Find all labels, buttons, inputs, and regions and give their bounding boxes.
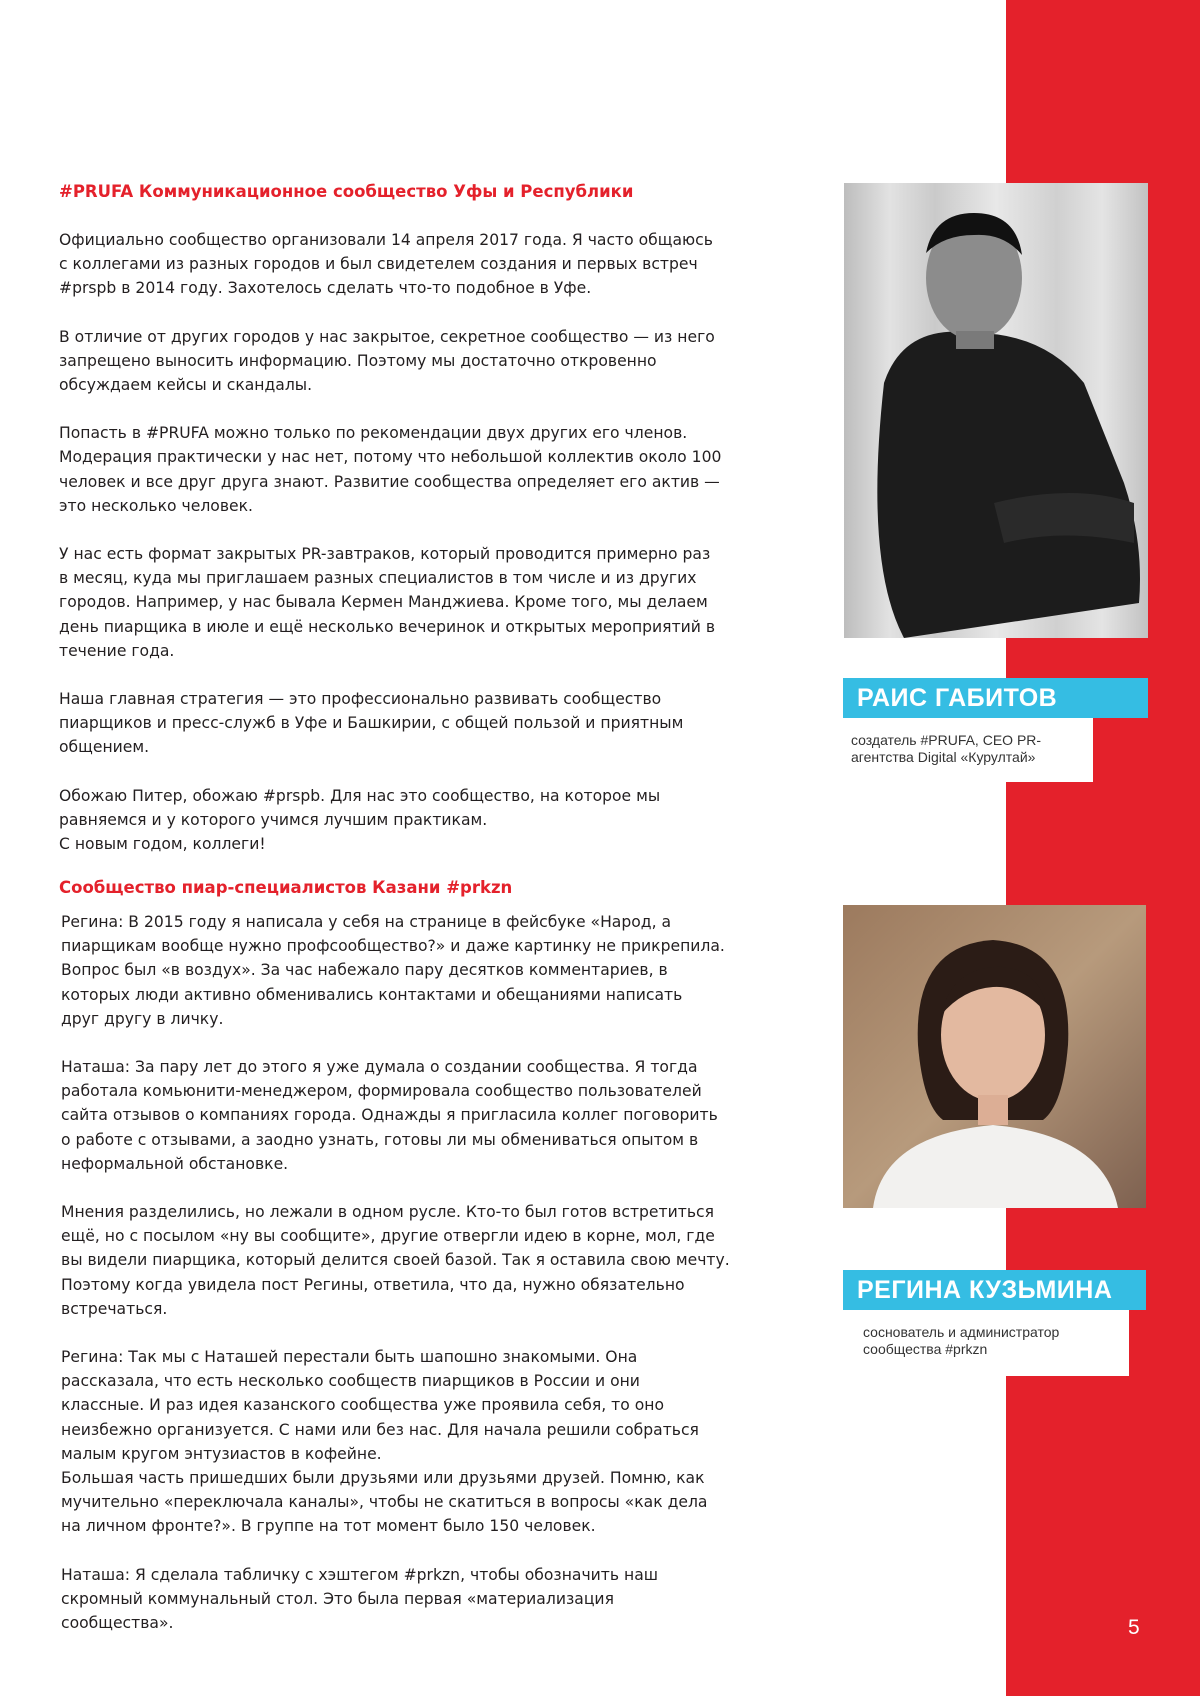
profile-name-bar: РАИС ГАБИТОВ (843, 678, 1148, 718)
paragraph (61, 1055, 786, 1176)
text-line: Наташа: За пару лет до этого я уже думала о создании сообщества. Я тогда (61, 1058, 698, 1077)
paragraph (61, 910, 786, 1031)
section-heading: Сообщество пиар-специалистов Казани #prkzn (59, 878, 513, 897)
text-line: #prspb в 2014 году. Захотелось сделать что-то подобное в Уфе. (59, 279, 592, 298)
role-line: сообщества #prkzn (863, 1341, 988, 1357)
profile-role (843, 1310, 1129, 1376)
portrait-illustration (844, 183, 1148, 638)
role-line: соснователь и администратор (863, 1324, 1060, 1340)
text-line: обсуждаем кейсы и скандалы. (59, 376, 313, 395)
paragraph (59, 687, 784, 760)
paragraph (59, 421, 784, 518)
text-line: встречаться. (61, 1299, 168, 1318)
text-line: с коллегами из разных городов и был свидетелем создания и первых встреч (59, 255, 698, 274)
text-line: Наташа: Я сделала табличку с хэштегом #prkzn, чтобы обозначить наш (61, 1565, 659, 1584)
text-line: пиарщиков и пресс-служб в Уфе и Башкирии, с общей пользой и приятным (59, 714, 684, 733)
text-line: ещё, но с посылом «ну вы сообщите», другие отвергли идею в корне, мол, где (61, 1227, 715, 1246)
text-line: мучительно «переключала каналы», чтобы не скатиться в вопросы «как дела (61, 1493, 708, 1512)
portrait-photo-rais-gabitov (844, 183, 1148, 638)
text-line: городов. Например, у нас бывала Кермен Манджиева. Кроме того, мы делаем (59, 593, 708, 612)
paragraph (59, 325, 784, 398)
text-line: Вопрос был «в воздух». За час набежало пару десятков комментариев, в (61, 961, 668, 980)
paragraph (59, 542, 784, 663)
text-line: равняемся и у которого учимся лучшим практикам. (59, 810, 488, 829)
paragraph (59, 784, 784, 857)
text-line: С новым годом, коллеги! (59, 835, 266, 854)
text-line: пиарщикам вообще нужно профсообщество?» и даже картинку не прикрепила. (61, 937, 725, 956)
text-line: В отличие от других городов у нас закрытое, секретное сообщество — из него (59, 327, 715, 346)
section-heading: #PRUFA Коммуникационное сообщество Уфы и Республики (59, 182, 634, 201)
text-line: Поэтому когда увидела пост Регины, ответила, что да, нужно обязательно (61, 1275, 685, 1294)
text-line: Мнения разделились, но лежали в одном русле. Кто-то был готов встретиться (61, 1203, 714, 1222)
paragraph (61, 1563, 786, 1636)
text-line: классные. И раз идея казанского сообщества уже проявила себя, то оно (61, 1396, 665, 1415)
text-line: Модерация практически у нас нет, потому что небольшой коллектив около 100 (59, 448, 722, 467)
paragraph (61, 1345, 786, 1539)
text-line: малым кругом энтузиастов в кофейне. (61, 1444, 382, 1463)
text-line: Попасть в #PRUFA можно только по рекомендации двух других его членов. (59, 424, 688, 443)
text-line: человек и все друг друга знают. Развитие сообщества определяет его актив — (59, 472, 720, 491)
text-line: на личном фронте?». В группе на тот момент было 150 человек. (61, 1517, 596, 1536)
text-line: неформальной обстановке. (61, 1154, 289, 1173)
text-line: день пиарщика в июле и ещё несколько вечеринок и открытых мероприятий в (59, 617, 716, 636)
section-prufa (59, 180, 784, 856)
text-line: это несколько человек. (59, 496, 254, 515)
paragraph (61, 1200, 786, 1321)
text-line: сообщества». (61, 1614, 174, 1633)
text-line: сайта отзывов о компаниях города. Однажды я пригласила коллег поговорить (61, 1106, 718, 1125)
text-line: работала комьюнити-менеджером, формировала сообщество пользователей (61, 1082, 702, 1101)
text-line: У нас есть формат закрытых PR-завтраков, который проводится примерно раз (59, 545, 711, 564)
portrait-illustration (843, 905, 1146, 1208)
role-line: агентства Digital «Курултай» (851, 749, 1036, 765)
text-line: вы видели пиарщика, который делится своей базой. Так я оставила свою мечту. (61, 1251, 730, 1270)
paragraph (59, 228, 784, 301)
text-line: течение года. (59, 641, 175, 660)
text-line: рассказала, что есть несколько сообществ пиарщиков в России и они (61, 1372, 640, 1391)
section-prkzn (61, 876, 786, 1635)
text-line: о работе с отзывами, а заодно узнать, готовы ли мы обмениваться опытом в (61, 1130, 699, 1149)
text-line: друг другу в личку. (61, 1009, 224, 1028)
text-line: Наша главная стратегия — это профессионально развивать сообщество (59, 690, 662, 709)
portrait-photo-regina-kuzmina (843, 905, 1146, 1208)
text-line: в месяц, куда мы приглашаем разных специалистов в том числе и из других (59, 569, 697, 588)
profile-role (843, 718, 1093, 782)
text-line: Официально сообщество организовали 14 апреля 2017 года. Я часто общаюсь (59, 231, 713, 249)
page-number: 5 (1128, 1616, 1140, 1639)
text-line: общением. (59, 738, 150, 757)
text-line: Обожаю Питер, обожаю #prspb. Для нас это сообщество, на которое мы (59, 786, 661, 805)
text-line: которых люди активно обменивались контактами и обещаниями написать (61, 985, 683, 1004)
text-line: Большая часть пришедших были друзьями или друзьями друзей. Помню, как (61, 1469, 705, 1488)
text-line: Регина: Так мы с Наташей перестали быть шапошно знакомыми. Она (61, 1348, 638, 1367)
text-line: неизбежно организуется. С нами или без нас. Для начала решили собраться (61, 1420, 699, 1439)
profile-name-bar: РЕГИНА КУЗЬМИНА (843, 1270, 1146, 1310)
text-line: Регина: В 2015 году я написала у себя на странице в фейсбуке «Народ, а (61, 913, 672, 931)
text-line: запрещено выносить информацию. Поэтому мы достаточно откровенно (59, 351, 657, 370)
text-line: скромный коммунальный стол. Это была первая «материализация (61, 1589, 614, 1608)
role-line: создатель #PRUFA, CEO PR- (851, 732, 1042, 748)
